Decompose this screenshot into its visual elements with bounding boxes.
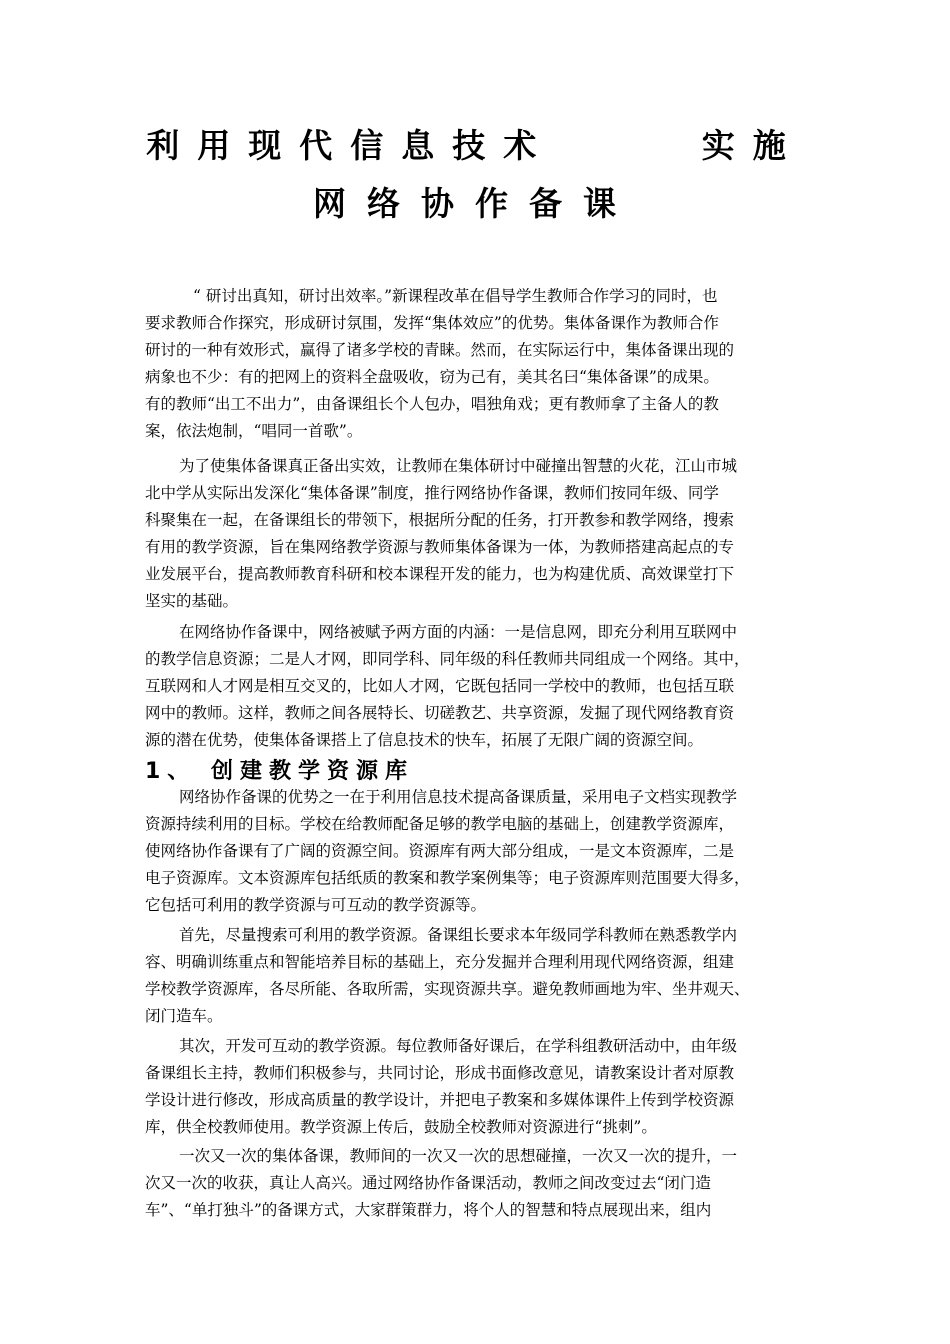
paragraph-7	[145, 1143, 810, 1224]
paragraph-2	[145, 453, 810, 615]
paragraph-line: “ 研讨出真知，研讨出效率。”新课程改革在倡导学生教师合作学习的同时，也	[193, 287, 718, 305]
paragraph-line: 为了使集体备课真正备出实效，让教师在集体研讨中碰撞出智慧的火花，江山市城	[179, 457, 738, 475]
paragraph-line: 的教学信息资源；二是人才网，即同学科、同年级的科任教师共同组成一个网络。其中，	[145, 650, 750, 668]
paragraph-line: 有的教师“出工不出力”，由备课组长个人包办，唱独角戏；更有教师拿了主备人的教	[145, 395, 719, 413]
paragraph-line: 在网络协作备课中，网络被赋予两方面的内涵：一是信息网，即充分利用互联网中	[179, 623, 738, 641]
paragraph-line: 网络协作备课的优势之一在于利用信息技术提高备课质量，采用电子文档实现教学	[179, 788, 738, 806]
paragraph-6	[145, 1033, 810, 1141]
paragraph-line: 首先，尽量搜索可利用的教学资源。备课组长要求本年级同学科教师在熟悉教学内	[179, 926, 738, 944]
document-title-line-1: 利用现代信息技术 实施	[146, 126, 804, 165]
paragraph-line: 要求教师合作探究，形成研讨氛围，发挥“集体效应”的优势。集体备课作为教师合作	[145, 314, 719, 332]
section-heading-1: 1、 创建教学资源库	[145, 759, 414, 784]
paragraph-line: 源的潜在优势，使集体备课搭上了信息技术的快车，拓展了无限广阔的资源空间。	[145, 731, 704, 749]
paragraph-line: 使网络协作备课有了广阔的资源空间。资源库有两大部分组成，一是文本资源库，二是	[145, 842, 735, 860]
paragraph-line: 业发展平台，提高教师教育科研和校本课程开发的能力，也为构建优质、高效课堂打下	[145, 565, 735, 583]
document-title-line-2: 网络协作备课	[313, 184, 637, 223]
paragraph-5	[145, 922, 810, 1030]
paragraph-line: 研讨的一种有效形式，赢得了诸多学校的青睐。然而，在实际运行中，集体备课出现的	[145, 341, 735, 359]
paragraph-line: 北中学从实际出发深化“集体备课”制度，推行网络协作备课，教师们按同年级、同学	[145, 484, 719, 502]
paragraph-line: 容、明确训练重点和智能培养目标的基础上，充分发掘并合理利用现代网络资源，组建	[145, 953, 735, 971]
paragraph-3	[145, 619, 810, 754]
paragraph-line: 网中的教师。这样，教师之间各展特长、切磋教艺、共享资源，发掘了现代网络教育资	[145, 704, 735, 722]
paragraph-line: 车”、“单打独斗”的备课方式，大家群策群力，将个人的智慧和特点展现出来，组内	[145, 1201, 712, 1219]
paragraph-line: 学设计进行修改，形成高质量的教学设计，并把电子教案和多媒体课件上传到学校资源	[145, 1091, 735, 1109]
paragraph-line: 次又一次的收获，真让人高兴。通过网络协作备课活动，教师之间改变过去“闭门造	[145, 1174, 711, 1192]
paragraph-1	[145, 283, 810, 445]
paragraph-line: 它包括可利用的教学资源与可互动的教学资源等。	[145, 896, 487, 914]
paragraph-line: 互联网和人才网是相互交叉的，比如人才网，它既包括同一学校中的教师，也包括互联	[145, 677, 735, 695]
paragraph-line: 库，供全校教师使用。教学资源上传后，鼓励全校教师对资源进行“挑刺”。	[145, 1118, 657, 1136]
paragraph-line: 案，依法炮制，“唱同一首歌”。	[145, 422, 363, 440]
paragraph-line: 科聚集在一起，在备课组长的带领下，根据所分配的任务，打开教参和教学网络，搜索	[145, 511, 735, 529]
paragraph-line: 一次又一次的集体备课，教师间的一次又一次的思想碰撞，一次又一次的提升，一	[179, 1147, 738, 1165]
paragraph-line: 学校教学资源库，各尽所能、各取所需，实现资源共享。避免教师画地为牢、坐井观天、	[145, 980, 750, 998]
paragraph-line: 其次，开发可互动的教学资源。每位教师备好课后，在学科组教研活动中，由年级	[179, 1037, 738, 1055]
paragraph-line: 有用的教学资源，旨在集网络教学资源与教师集体备课为一体，为教师搭建高起点的专	[145, 538, 735, 556]
paragraph-line: 电子资源库。文本资源库包括纸质的教案和教学案例集等；电子资源库则范围要大得多，	[145, 869, 750, 887]
paragraph-line: 备课组长主持，教师们积极参与，共同讨论，形成书面修改意见，请教案设计者对原教	[145, 1064, 735, 1082]
paragraph-line: 资源持续利用的目标。学校在给教师配备足够的教学电脑的基础上，创建教学资源库，	[145, 815, 735, 833]
paragraph-line: 闭门造车。	[145, 1007, 223, 1025]
paragraph-line: 坚实的基础。	[145, 592, 239, 610]
paragraph-line: 病象也不少：有的把网上的资料全盘吸收，窃为己有，美其名曰“集体备课”的成果。	[145, 368, 719, 386]
paragraph-4	[145, 784, 810, 919]
